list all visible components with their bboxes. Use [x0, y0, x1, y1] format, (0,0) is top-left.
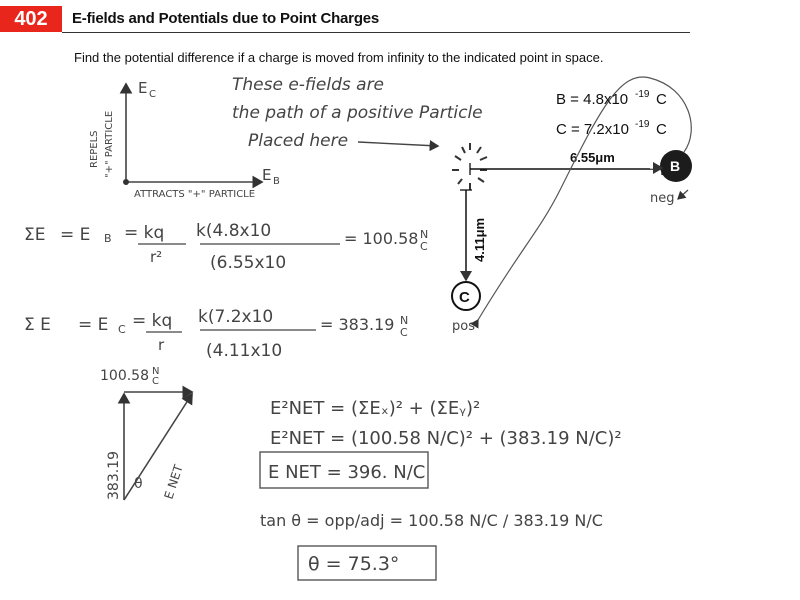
- y-axis-sub: C: [149, 89, 156, 100]
- bottom-note: ATTRACTS "+" PARTICLE: [134, 189, 256, 200]
- problem-statement: Find the potential difference if a charge is moved from infinity to the indicated point in space.: [74, 50, 604, 65]
- charge-c-note: pos: [452, 319, 475, 334]
- svg-text:B: B: [104, 232, 112, 245]
- theta-result: θ = 75.3°: [308, 553, 400, 575]
- charge-c-label: C: [459, 289, 470, 306]
- svg-text:N: N: [152, 366, 160, 377]
- enet-squared-eq: E²NET = (ΣEₓ)² + (ΣEᵧ)²: [270, 398, 481, 419]
- ey-eq: = E: [78, 315, 109, 335]
- svg-text:r: r: [158, 336, 165, 354]
- ex-eq: = E: [60, 225, 91, 245]
- ex-lhs: ΣE: [24, 225, 46, 245]
- page-title: E-fields and Potentials due to Point Charges: [72, 10, 380, 27]
- charge-c-exp: -19: [635, 119, 650, 130]
- x-axis-sub: B: [273, 176, 280, 187]
- ex-denominator: (6.55x10: [210, 253, 287, 273]
- charge-b-unit: C: [656, 91, 667, 108]
- vector-triangle: [100, 366, 192, 501]
- triangle-top-label: 100.58: [100, 368, 149, 384]
- side-note-line2: "+" PARTICLE: [104, 110, 115, 178]
- svg-text:r²: r²: [150, 248, 163, 266]
- charge-b-value: B = 4.8x10: [556, 91, 629, 108]
- charge-b-note: neg: [650, 191, 675, 206]
- charge-c-unit: C: [656, 121, 667, 138]
- charge-diagram: [452, 77, 692, 334]
- enet-squared-numbers: E²NET = (100.58 N/C)² + (383.19 N/C)²: [270, 428, 622, 449]
- ex-equation: [24, 221, 428, 273]
- distance-vertical: 4.11μm: [472, 217, 487, 262]
- annotation-line3: Placed here: [248, 131, 349, 151]
- annotation-line2: the path of a positive Particle: [232, 103, 483, 123]
- side-note-line1: REPELS: [89, 130, 100, 168]
- charge-b-exp: -19: [635, 89, 650, 100]
- ey-denominator: (4.11x10: [206, 341, 283, 361]
- ex-numerator: k(4.8x10: [196, 221, 272, 241]
- distance-horizontal: 6.55μm: [570, 150, 615, 165]
- ey-result: = 383.19: [320, 315, 395, 334]
- svg-text:C: C: [152, 376, 159, 387]
- charge-b-label: B: [670, 158, 681, 174]
- triangle-side-label: 383.19: [106, 451, 122, 500]
- enet-work: [260, 398, 622, 580]
- svg-text:C: C: [400, 326, 408, 339]
- ex-formula: = kq: [124, 223, 165, 243]
- triangle-angle-label: θ: [134, 476, 143, 492]
- svg-text:N: N: [420, 228, 429, 241]
- ey-formula: = kq: [132, 311, 173, 331]
- triangle-hyp-label: E NET: [161, 463, 186, 501]
- charge-c-value: C = 7.2x10: [556, 121, 629, 138]
- svg-text:C: C: [420, 240, 428, 253]
- svg-text:N: N: [400, 314, 409, 327]
- page-number: 402: [0, 6, 62, 32]
- ey-equation: [24, 307, 408, 361]
- y-axis-label: E: [138, 79, 148, 97]
- ey-lhs: Σ E: [24, 315, 51, 335]
- annotation: [232, 75, 483, 151]
- origin-dot: [123, 179, 129, 185]
- svg-text:C: C: [118, 323, 126, 336]
- tan-equation: tan θ = opp/adj = 100.58 N/C / 383.19 N/C: [260, 511, 603, 530]
- ey-numerator: k(7.2x10: [198, 307, 274, 327]
- enet-result: E NET = 396. N/C: [268, 462, 426, 483]
- ex-result: = 100.58: [344, 229, 419, 248]
- annotation-arrow: [358, 142, 438, 146]
- x-axis-label: E: [262, 166, 272, 184]
- annotation-line1: These e-fields are: [232, 75, 385, 95]
